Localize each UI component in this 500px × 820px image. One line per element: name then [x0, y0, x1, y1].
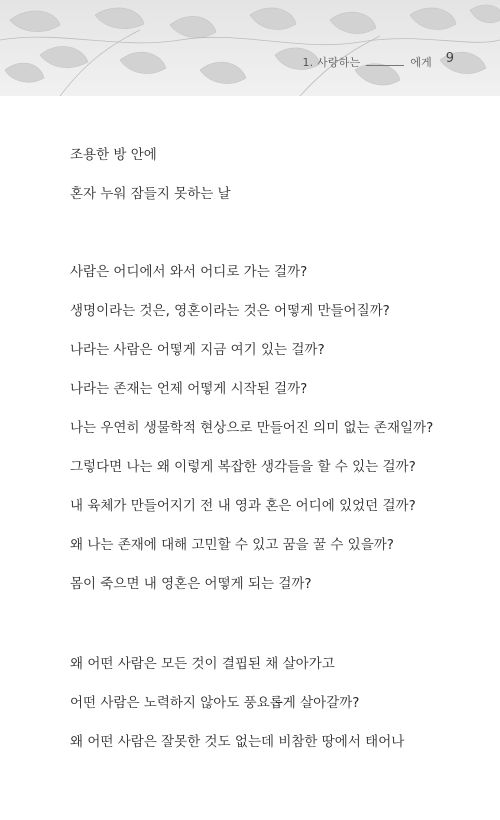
poem-line: 어떤 사람은 노력하지 않아도 풍요롭게 살아갈까?	[70, 695, 360, 711]
poem-line: 나는 우연히 생물학적 현상으로 만들어진 의미 없는 존재일까?	[70, 420, 434, 436]
poem-line: 생명이라는 것은, 영혼이라는 것은 어떻게 만들어질까?	[70, 303, 390, 319]
poem-line: 사람은 어디에서 와서 어디로 가는 걸까?	[70, 264, 308, 280]
leaf-pattern-icon	[0, 0, 500, 96]
running-head	[302, 54, 432, 70]
poem-line: 왜 나는 존재에 대해 고민할 수 있고 꿈을 꿀 수 있을까?	[70, 537, 394, 553]
poem-line: 몸이 죽으면 내 영혼은 어떻게 되는 걸까?	[70, 576, 312, 592]
poem-line: 나라는 존재는 언제 어떻게 시작된 걸까?	[70, 381, 308, 397]
poem-line: 혼자 누워 잠들지 못하는 날	[70, 186, 231, 202]
chapter-title-prefix: 1. 사랑하는	[302, 56, 361, 69]
decorative-leaf-header	[0, 0, 500, 96]
chapter-title-suffix: 에게	[410, 56, 432, 69]
poem-line: 왜 어떤 사람은 잘못한 것도 없는데 비참한 땅에서 태어나	[70, 734, 405, 750]
page-number: 9	[445, 51, 454, 66]
chapter-title-blank	[366, 56, 404, 66]
poem-line: 내 육체가 만들어지기 전 내 영과 혼은 어디에 있었던 걸까?	[70, 498, 416, 514]
poem-line: 조용한 방 안에	[70, 147, 157, 163]
poem-line: 왜 어떤 사람은 모든 것이 결핍된 채 살아가고	[70, 656, 335, 672]
poem-line: 그렇다면 나는 왜 이렇게 복잡한 생각들을 할 수 있는 걸까?	[70, 459, 416, 475]
poem-line: 나라는 사람은 어떻게 지금 여기 있는 걸까?	[70, 342, 325, 358]
